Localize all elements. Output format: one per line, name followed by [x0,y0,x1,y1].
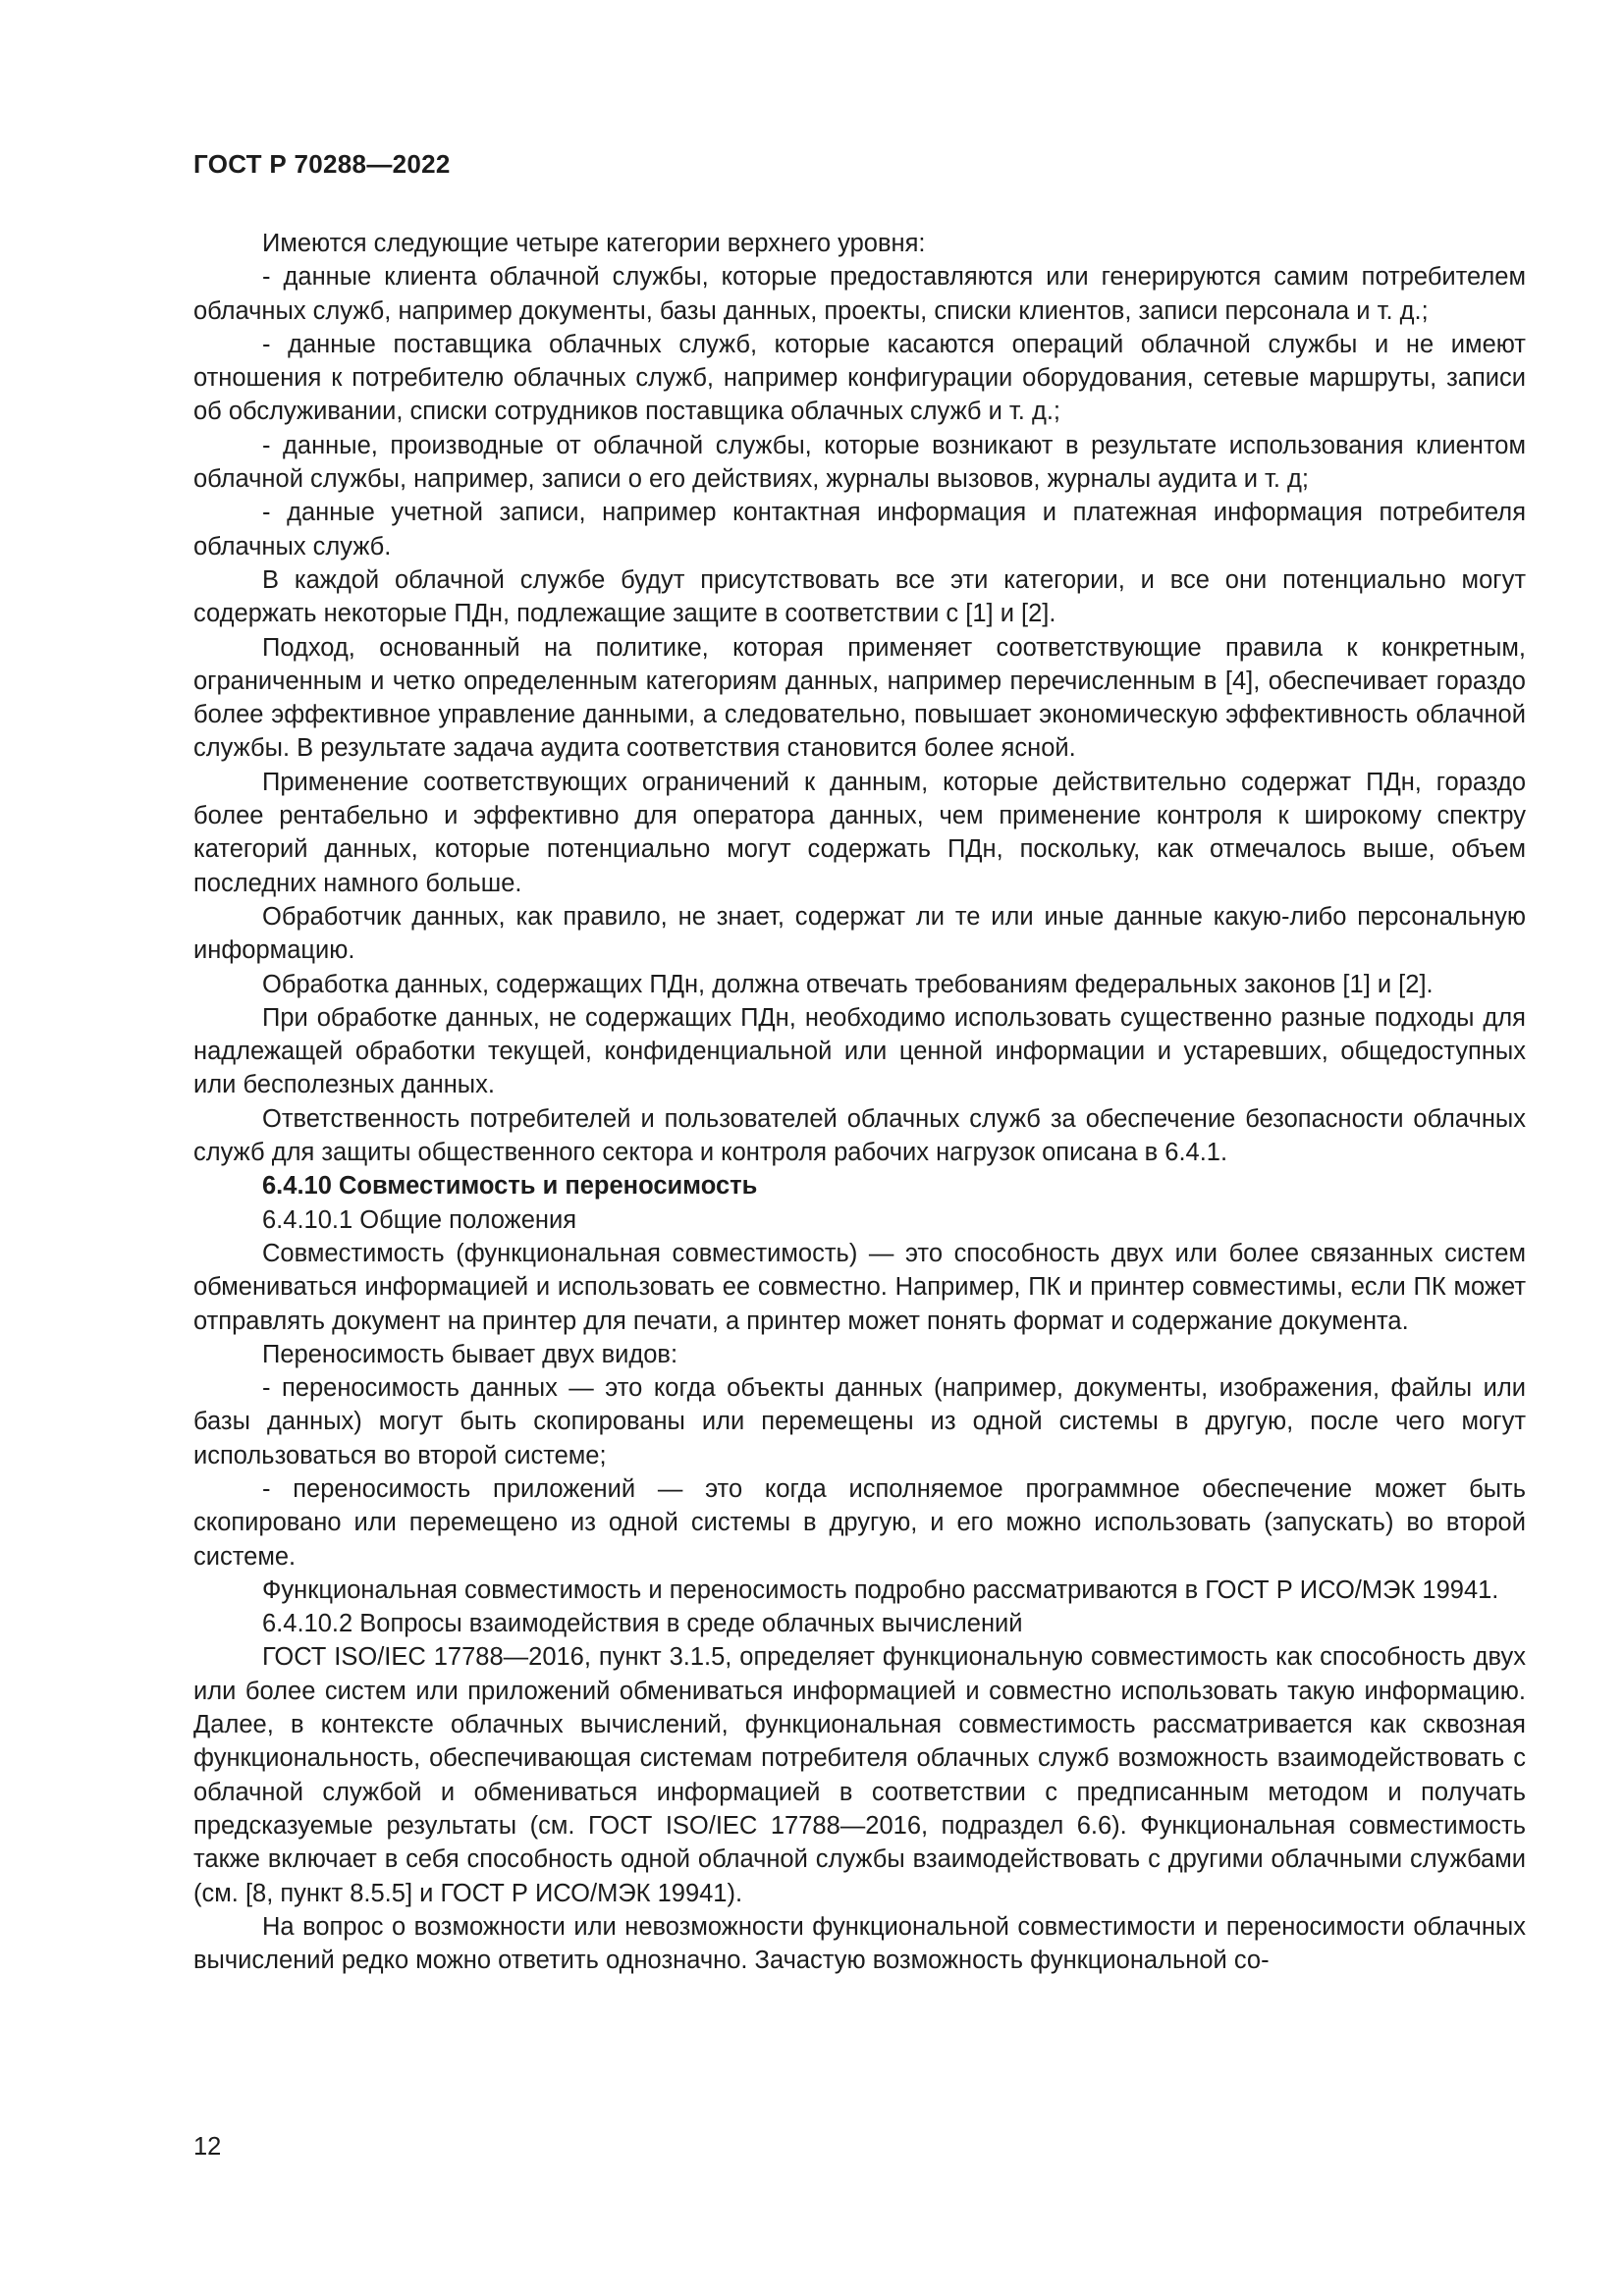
page-number: 12 [193,2133,222,2161]
paragraph: Применение соответствующих ограничений к данным, которые действительно содержат ПДн, гораздо более рентабельно и эффективно для оператора данных, чем применение контроля к широкому спектру категорий данных, которые потенциально могут содержать ПДн, поскольку, как отмечалось выше, объем последних намного больше. [193,768,1526,897]
paragraph: При обработке данных, не содержащих ПДн, необходимо использовать существенно разные подходы для надлежащей обработки текущей, конфиденциальной или ценной информации и устаревших, общедоступных или бесполезных данных. [193,1003,1526,1099]
section-heading: 6.4.10 Совместимость и переносимость [262,1172,758,1201]
paragraph: Обработчик данных, как правило, не знает, содержат ли те или иные данные какую-либо персональную информацию. [193,902,1526,965]
paragraph: Имеются следующие четыре категории верхнего уровня: [262,230,926,257]
document-header: ГОСТ Р 70288—2022 [193,149,451,179]
list-item: - данные учетной записи, например контактная информация и платежная информация потребителя облачных служб. [193,499,1526,561]
paragraph: В каждой облачной службе будут присутствовать все эти категории, и все они потенциально могут содержать некоторые ПДн, подлежащие защите в соответствии с [1] и [2]. [193,565,1526,628]
paragraph: Функциональная совместимость и переносимость подробно рассматриваются в ГОСТ Р ИСО/МЭК 19941. [262,1575,1499,1604]
paragraph: Совместимость (функциональная совместимость) — это способность двух или более связанных систем обмениваться информацией и использовать ее совместно. Например, ПК и принтер совместимы, если ПК может отправлять документ на принтер для печати, а принтер может понять формат и содержание документа. [193,1239,1526,1335]
paragraph: ГОСТ ISO/IEC 17788—2016, пункт 3.1.5, определяет функциональную совместимость как способность двух или более систем или приложений обмениваться информацией и совместно использовать такую информацию. Далее, в контексте облачных вычислений, функциональная совместимость рассматривается как сквозная функциональность, обеспечивающая системам потребителя облачных служб возможность взаимодействовать с облачной службой и обмениваться информацией в соответствии с предписанным методом и получать предсказуемые результаты (см. ГОСТ ISO/IEC 17788—2016, подраздел 6.6). Функциональная совместимость также включает в себя способность одной облачной службы взаимодействовать с другими облачными службами (см. [8, пункт 8.5.5] и ГОСТ Р ИСО/МЭК 19941). [193,1643,1526,1907]
list-item: - данные клиента облачной службы, которые предоставляются или генерируются самим потребителем облачных служб, например документы, базы данных, проекты, списки клиентов, записи персонала и т. д.; [193,263,1526,325]
subsection-heading: 6.4.10.1 Общие положения [262,1205,577,1234]
list-item: - данные поставщика облачных служб, которые касаются операций облачной службы и не имеют отношения к потребителю облачных служб, например конфигурации оборудования, сетевые маршруты, записи об обслуживании, списки сотрудников поставщика облачных служб и т. д.; [193,330,1526,426]
paragraph: Переносимость бывает двух видов: [262,1340,678,1368]
list-item: - данные, производные от облачной службы, которые возникают в результате использования клиентом облачной службы, например, записи о его действиях, журналы вызовов, журналы аудита и т. д; [193,431,1526,494]
paragraph: Ответственность потребителей и пользователей облачных служб за обеспечение безопасности облачных служб для защиты общественного сектора и контроля рабочих нагрузок описана в 6.4.1. [193,1104,1526,1167]
subsection-heading: 6.4.10.2 Вопросы взаимодействия в среде облачных вычислений [262,1610,1023,1638]
list-item: - переносимость данных — это когда объекты данных (например, документы, изображения, файлы или базы данных) могут быть скопированы или перемещены из одной системы в другую, после чего могут использоваться во второй системе; [193,1374,1526,1469]
paragraph: Обработка данных, содержащих ПДн, должна отвечать требованиям федеральных законов [1] и [2]. [262,970,1434,998]
document-body [193,227,1526,1977]
paragraph: Подход, основанный на политике, которая применяет соответствующие правила к конкретным, ограниченным и четко определенным категориям данных, например перечисленным в [4], обеспечивает гораздо более эффективное управление данными, а следовательно, повышает экономическую эффективность облачной службы. В результате задача аудита соответствия становится более ясной. [193,633,1526,763]
paragraph: На вопрос о возможности или невозможности функциональной совместимости и переносимости облачных вычислений редко можно ответить однозначно. Зачастую возможность функциональной со- [193,1912,1526,1975]
list-item: - переносимость приложений — это когда исполняемое программное обеспечение может быть скопировано или перемещено из одной системы в другую, и его можно использовать (запускать) во второй системе. [193,1474,1526,1571]
